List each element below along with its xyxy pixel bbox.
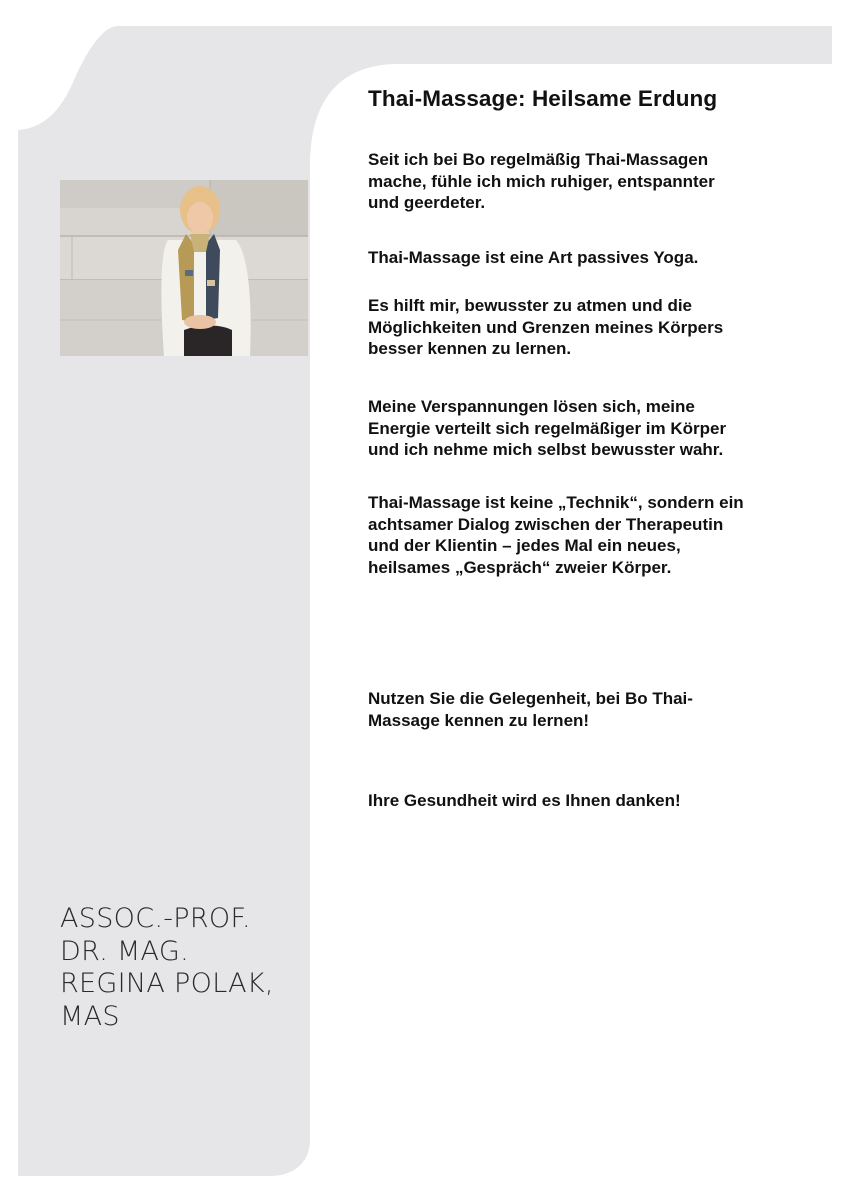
paragraph-line: Möglichkeiten und Grenzen meines Körpers [368, 317, 724, 337]
paragraph-2 [368, 247, 828, 269]
paragraph-line: und geerdeter. [368, 193, 486, 212]
paragraph-4 [368, 396, 828, 461]
author-line: REGINA POLAK, [60, 968, 274, 999]
paragraph-line: Energie verteilt sich regelmäßiger im Körper [368, 418, 727, 438]
paragraph-line: Massage kennen zu lernen! [368, 710, 590, 730]
author-line: MAS [60, 1000, 120, 1032]
portrait-photo [60, 180, 308, 356]
paragraph-3 [368, 295, 828, 360]
paragraph-line: und der Klientin – jedes Mal ein neues, [368, 536, 681, 555]
paragraph-line: Meine Verspannungen lösen sich, meine [368, 397, 695, 416]
page-title: Thai-Massage: Heilsame Erdung [368, 86, 718, 111]
paragraph-line: besser kennen zu lernen. [368, 339, 572, 358]
paragraph-7 [368, 790, 828, 812]
paragraph-line: heilsames „Gespräch“ zweier Körper. [368, 557, 672, 577]
paragraph-5 [368, 492, 828, 578]
paragraph-6 [368, 688, 828, 731]
paragraph-line: Thai-Massage ist eine Art passives Yoga. [368, 248, 699, 267]
author-name [60, 903, 300, 1033]
paragraph-line: Seit ich bei Bo regelmäßig Thai-Massagen [368, 150, 709, 169]
author-line: DR. MAG. [60, 935, 189, 967]
paragraph-line: und ich nehme mich selbst bewusster wahr. [368, 440, 724, 459]
paragraph-line: achtsamer Dialog zwischen der Therapeutin [368, 514, 724, 534]
paragraph-line: Nutzen Sie die Gelegenheit, bei Bo Thai- [368, 689, 693, 708]
paragraph-line: Thai-Massage ist keine „Technik“, sondern ein [368, 493, 744, 512]
paragraph-line: Ihre Gesundheit wird es Ihnen danken! [368, 791, 681, 810]
paragraph-line: Es hilft mir, bewusster zu atmen und die [368, 296, 693, 315]
paragraph-line: mache, fühle ich mich ruhiger, entspannter [368, 171, 715, 191]
paragraph-1 [368, 149, 828, 214]
author-line: ASSOC.-PROF. [60, 903, 251, 934]
